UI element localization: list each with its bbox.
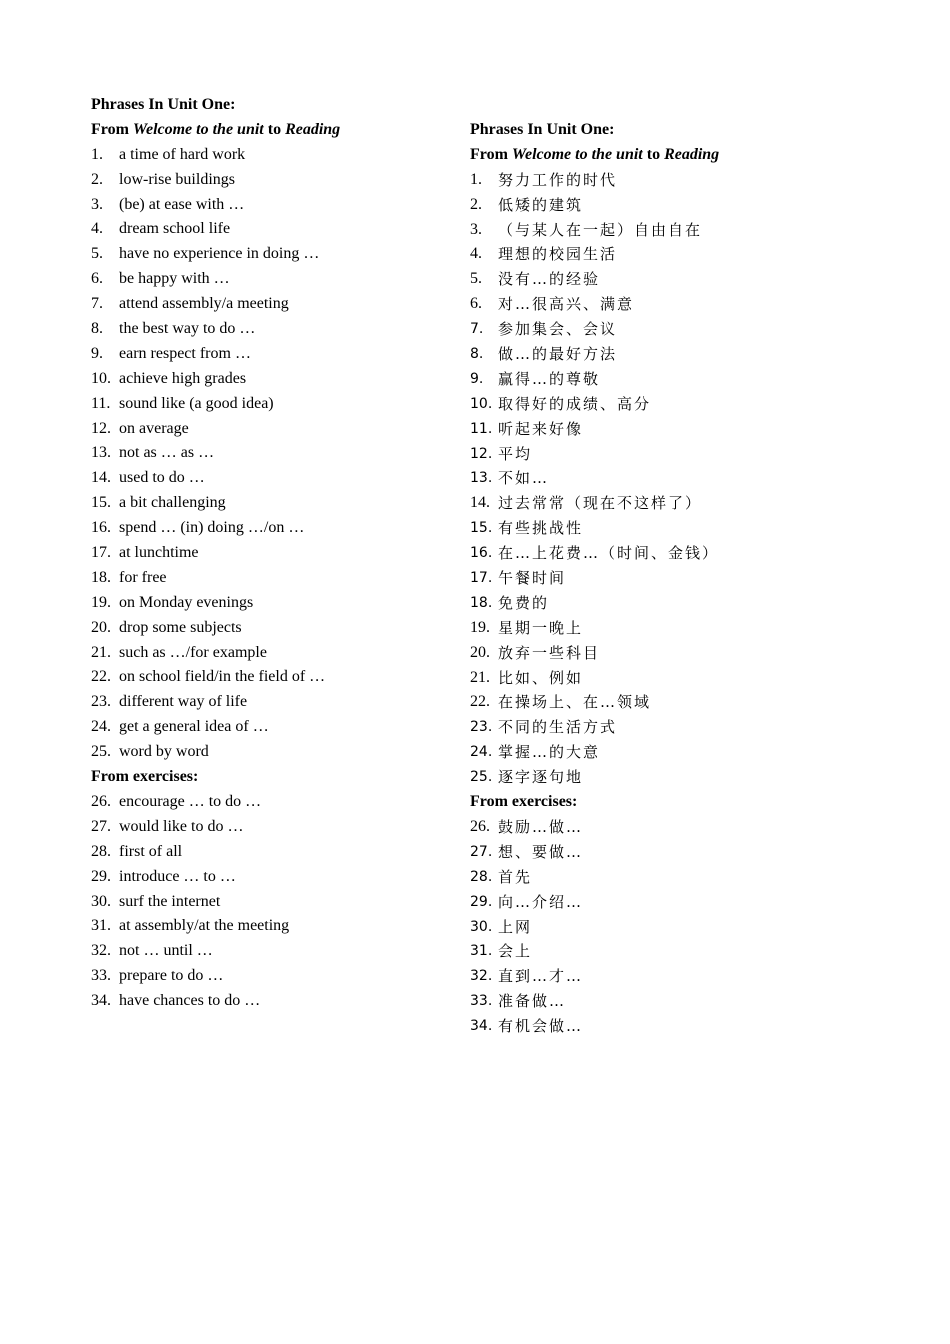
phrase-item (470, 491, 870, 516)
phrase-item (470, 964, 870, 989)
phrase-number: 18. (470, 594, 493, 611)
phrase-number: 28. (91, 842, 111, 860)
phrase-text: first of all (119, 842, 183, 860)
subtitle-from: From (91, 120, 129, 138)
phrase-item (91, 989, 491, 1014)
phrase-text: not as … as … (119, 444, 215, 462)
phrase-number: 1. (470, 170, 482, 188)
phrase-text: attend assembly/a meeting (119, 295, 289, 313)
phrase-item (470, 865, 870, 890)
phrase-item (91, 242, 491, 267)
phrase-number: 14. (91, 469, 111, 487)
phrase-item (91, 715, 491, 740)
phrase-number: 11. (470, 420, 493, 437)
phrase-number: 14. (470, 494, 490, 512)
phrase-number: 3. (91, 195, 103, 213)
phrase-text: encourage … to do … (119, 792, 262, 810)
phrase-item (91, 491, 491, 516)
subtitle-from: From (470, 145, 508, 163)
phrase-text: 比如、例如 (498, 668, 584, 687)
phrase-number: 6. (470, 295, 482, 313)
phrase-text: 取得好的成绩、高分 (498, 394, 652, 413)
phrase-text: 向…介绍… (498, 892, 584, 911)
phrase-text: (be) at ease with … (119, 195, 245, 213)
english-subtitle (91, 118, 491, 143)
phrase-number: 30. (91, 892, 111, 910)
phrase-number: 4. (470, 245, 482, 263)
phrase-number: 22. (91, 668, 111, 686)
phrase-text: 有些挑战性 (498, 519, 584, 538)
phrase-number: 9. (470, 370, 484, 387)
phrase-text: on school field/in the field of … (119, 668, 326, 686)
phrase-item (470, 890, 870, 915)
chinese-title: Phrases In Unit One: (470, 121, 615, 138)
phrase-text: 有机会做… (498, 1017, 584, 1036)
chinese-exercise-phrase-list (470, 815, 870, 1039)
phrase-item (470, 342, 870, 367)
phrase-number: 4. (91, 220, 103, 238)
phrase-text: drop some subjects (119, 618, 242, 636)
phrase-number: 11. (91, 394, 111, 412)
phrase-text: 理想的校园生活 (498, 245, 618, 264)
phrase-number: 12. (470, 445, 493, 462)
phrase-item (470, 765, 870, 790)
phrase-number: 29. (470, 893, 493, 910)
phrase-item (470, 566, 870, 591)
phrase-item (470, 616, 870, 641)
subtitle-reading: Reading (664, 145, 720, 163)
phrase-text: 掌握…的大意 (498, 743, 601, 762)
phrase-number: 20. (470, 643, 490, 661)
phrase-text: dream school life (119, 220, 231, 238)
phrase-number: 10. (91, 369, 111, 387)
phrase-item (470, 442, 870, 467)
phrase-item (91, 865, 491, 890)
phrase-text: 会上 (498, 942, 533, 961)
phrase-number: 20. (91, 618, 111, 636)
phrase-item (470, 218, 870, 243)
phrase-text: 想、要做… (498, 842, 584, 861)
phrase-number: 19. (470, 618, 490, 636)
phrase-item (91, 193, 491, 218)
phrase-text: 鼓励…做… (498, 817, 584, 836)
phrase-number: 32. (470, 968, 493, 985)
phrase-number: 8. (470, 346, 484, 363)
phrase-text: 没有…的经验 (498, 270, 601, 289)
phrase-text: 星期一晚上 (498, 618, 584, 637)
chinese-subtitle (470, 143, 870, 168)
phrase-item (470, 317, 870, 342)
phrase-number: 25. (470, 769, 493, 786)
phrase-number: 13. (470, 470, 493, 487)
phrase-number: 15. (91, 494, 111, 512)
phrase-text: have chances to do … (119, 992, 261, 1010)
phrase-number: 10. (470, 395, 493, 412)
phrase-number: 7. (91, 295, 103, 313)
phrase-text: 不如… (498, 469, 550, 488)
phrase-text: 参加集会、会议 (498, 320, 618, 339)
phrase-number: 23. (470, 719, 493, 736)
phrase-number: 16. (470, 545, 493, 562)
phrase-text: 在操场上、在…领域 (498, 693, 652, 712)
phrase-number: 15. (470, 520, 493, 537)
phrase-item (470, 541, 870, 566)
phrase-text: 首先 (498, 867, 533, 886)
phrase-text: at assembly/at the meeting (119, 917, 290, 935)
chinese-exercises-heading: From exercises: (470, 793, 578, 811)
phrase-number: 28. (470, 868, 493, 885)
phrase-item (91, 342, 491, 367)
phrase-item (91, 317, 491, 342)
phrase-text: different way of life (119, 693, 248, 711)
phrase-number: 26. (470, 817, 490, 835)
phrase-number: 29. (91, 867, 111, 885)
phrase-text: prepare to do … (119, 967, 224, 985)
subtitle-reading: Reading (285, 120, 341, 138)
phrase-number: 16. (91, 519, 111, 537)
phrase-text: 赢得…的尊敬 (498, 369, 601, 388)
subtitle-to: to (267, 120, 282, 138)
phrase-item (470, 715, 870, 740)
phrase-item (470, 392, 870, 417)
phrase-text: 对…很高兴、满意 (498, 295, 635, 314)
subtitle-welcome: Welcome to the unit (132, 120, 264, 138)
phrase-text: for free (119, 568, 167, 586)
phrase-text: surf the internet (119, 892, 221, 910)
phrase-text: （与某人在一起）自由自在 (498, 220, 703, 239)
phrase-text: on Monday evenings (119, 593, 254, 611)
phrase-text: 努力工作的时代 (498, 170, 618, 189)
phrase-item (470, 939, 870, 964)
phrase-text: 不同的生活方式 (498, 718, 618, 737)
phrase-item (470, 466, 870, 491)
phrase-item (91, 367, 491, 392)
phrase-item (470, 740, 870, 765)
phrase-text: earn respect from … (119, 344, 251, 362)
phrase-text: low-rise buildings (119, 170, 235, 188)
phrase-text: a bit challenging (119, 494, 226, 512)
phrase-text: word by word (119, 743, 209, 761)
english-reading-phrase-list (91, 143, 491, 765)
phrase-item (91, 740, 491, 765)
phrase-text: 听起来好像 (498, 419, 584, 438)
phrase-item (91, 516, 491, 541)
phrase-item (470, 242, 870, 267)
subtitle-to: to (646, 145, 661, 163)
phrase-number: 21. (470, 668, 490, 686)
phrase-number: 12. (91, 419, 111, 437)
phrase-number: 7. (470, 321, 484, 338)
phrase-number: 33. (91, 967, 111, 985)
phrase-item (470, 267, 870, 292)
phrase-item (470, 989, 870, 1014)
phrase-text: on average (119, 419, 189, 437)
phrase-text: the best way to do … (119, 320, 256, 338)
phrase-number: 2. (91, 170, 103, 188)
phrase-item (470, 516, 870, 541)
phrase-text: not … until … (119, 942, 213, 960)
phrase-item (470, 690, 870, 715)
phrase-item (91, 292, 491, 317)
phrase-item (470, 815, 870, 840)
phrase-number: 34. (91, 992, 111, 1010)
english-title: Phrases In Unit One: (91, 96, 236, 113)
phrase-item (91, 417, 491, 442)
subtitle-welcome: Welcome to the unit (511, 145, 643, 163)
english-exercise-phrase-list (91, 790, 491, 1014)
phrase-item (470, 666, 870, 691)
phrase-number: 23. (91, 693, 111, 711)
english-phrase-column (91, 93, 491, 1014)
phrase-item (91, 168, 491, 193)
phrase-text: 做…的最好方法 (498, 345, 618, 364)
phrase-item (91, 964, 491, 989)
phrase-number: 18. (91, 568, 111, 586)
phrase-number: 3. (470, 220, 482, 238)
phrase-text: achieve high grades (119, 369, 247, 387)
phrase-text: spend … (in) doing …/on … (119, 519, 305, 537)
phrase-item (470, 417, 870, 442)
phrase-text: sound like (a good idea) (119, 394, 274, 412)
english-exercises-heading: From exercises: (91, 768, 199, 786)
phrase-item (91, 690, 491, 715)
phrase-text: 低矮的建筑 (498, 195, 584, 214)
phrase-number: 21. (91, 643, 111, 661)
phrase-number: 25. (91, 743, 111, 761)
phrase-number: 5. (91, 245, 103, 263)
phrase-number: 17. (91, 544, 111, 562)
phrase-item (91, 541, 491, 566)
phrase-item (470, 915, 870, 940)
phrase-item (470, 1014, 870, 1039)
phrase-text: 直到…才… (498, 967, 584, 986)
phrase-text: 准备做… (498, 992, 567, 1011)
phrase-item (470, 367, 870, 392)
phrase-item (470, 840, 870, 865)
phrase-item (91, 217, 491, 242)
phrase-number: 5. (470, 270, 482, 288)
phrase-item (91, 939, 491, 964)
phrase-number: 13. (91, 444, 111, 462)
phrase-text: would like to do … (119, 817, 244, 835)
phrase-text: 平均 (498, 444, 533, 463)
phrase-item (91, 466, 491, 491)
phrase-number: 8. (91, 320, 103, 338)
phrase-item (91, 143, 491, 168)
phrase-item (91, 914, 491, 939)
phrase-item (91, 566, 491, 591)
phrase-number: 22. (470, 693, 490, 711)
phrase-text: introduce … to … (119, 867, 236, 885)
phrase-item (91, 641, 491, 666)
phrase-number: 32. (91, 942, 111, 960)
phrase-item (91, 392, 491, 417)
phrase-item (470, 641, 870, 666)
phrase-number: 19. (91, 593, 111, 611)
phrase-text: get a general idea of … (119, 718, 269, 736)
phrase-number: 33. (470, 993, 493, 1010)
phrase-item (91, 815, 491, 840)
phrase-text: 上网 (498, 917, 533, 936)
phrase-number: 26. (91, 792, 111, 810)
phrase-text: used to do … (119, 469, 205, 487)
phrase-item (91, 665, 491, 690)
phrase-text: 放弃一些科目 (498, 643, 601, 662)
phrase-number: 2. (470, 195, 482, 213)
chinese-reading-phrase-list (470, 168, 870, 790)
phrase-number: 34. (470, 1018, 493, 1035)
phrase-item (470, 193, 870, 218)
phrase-item (470, 168, 870, 193)
phrase-number: 1. (91, 145, 103, 163)
phrase-text: be happy with … (119, 270, 230, 288)
phrase-item (91, 616, 491, 641)
phrase-text: at lunchtime (119, 544, 199, 562)
chinese-phrase-column (470, 118, 870, 1039)
phrase-number: 30. (470, 918, 493, 935)
phrase-item (91, 890, 491, 915)
phrase-number: 6. (91, 270, 103, 288)
phrase-number: 24. (470, 744, 493, 761)
phrase-item (470, 591, 870, 616)
phrase-text: 过去常常（现在不这样了） (498, 494, 703, 513)
phrase-text: 免费的 (498, 593, 550, 612)
phrase-number: 31. (470, 943, 493, 960)
phrase-text: 午餐时间 (498, 569, 567, 588)
phrase-number: 31. (91, 917, 111, 935)
phrase-text: such as …/for example (119, 643, 267, 661)
phrase-number: 24. (91, 718, 111, 736)
phrase-item (470, 292, 870, 317)
phrase-number: 17. (470, 570, 493, 587)
phrase-number: 9. (91, 344, 103, 362)
phrase-number: 27. (91, 817, 111, 835)
phrase-item (91, 591, 491, 616)
phrase-text: a time of hard work (119, 145, 246, 163)
phrase-item (91, 441, 491, 466)
phrase-text: 在…上花费…（时间、金钱） (498, 544, 720, 563)
phrase-item (91, 267, 491, 292)
phrase-item (91, 840, 491, 865)
phrase-text: have no experience in doing … (119, 245, 320, 263)
phrase-text: 逐字逐句地 (498, 768, 584, 787)
phrase-number: 27. (470, 843, 493, 860)
phrase-item (91, 790, 491, 815)
